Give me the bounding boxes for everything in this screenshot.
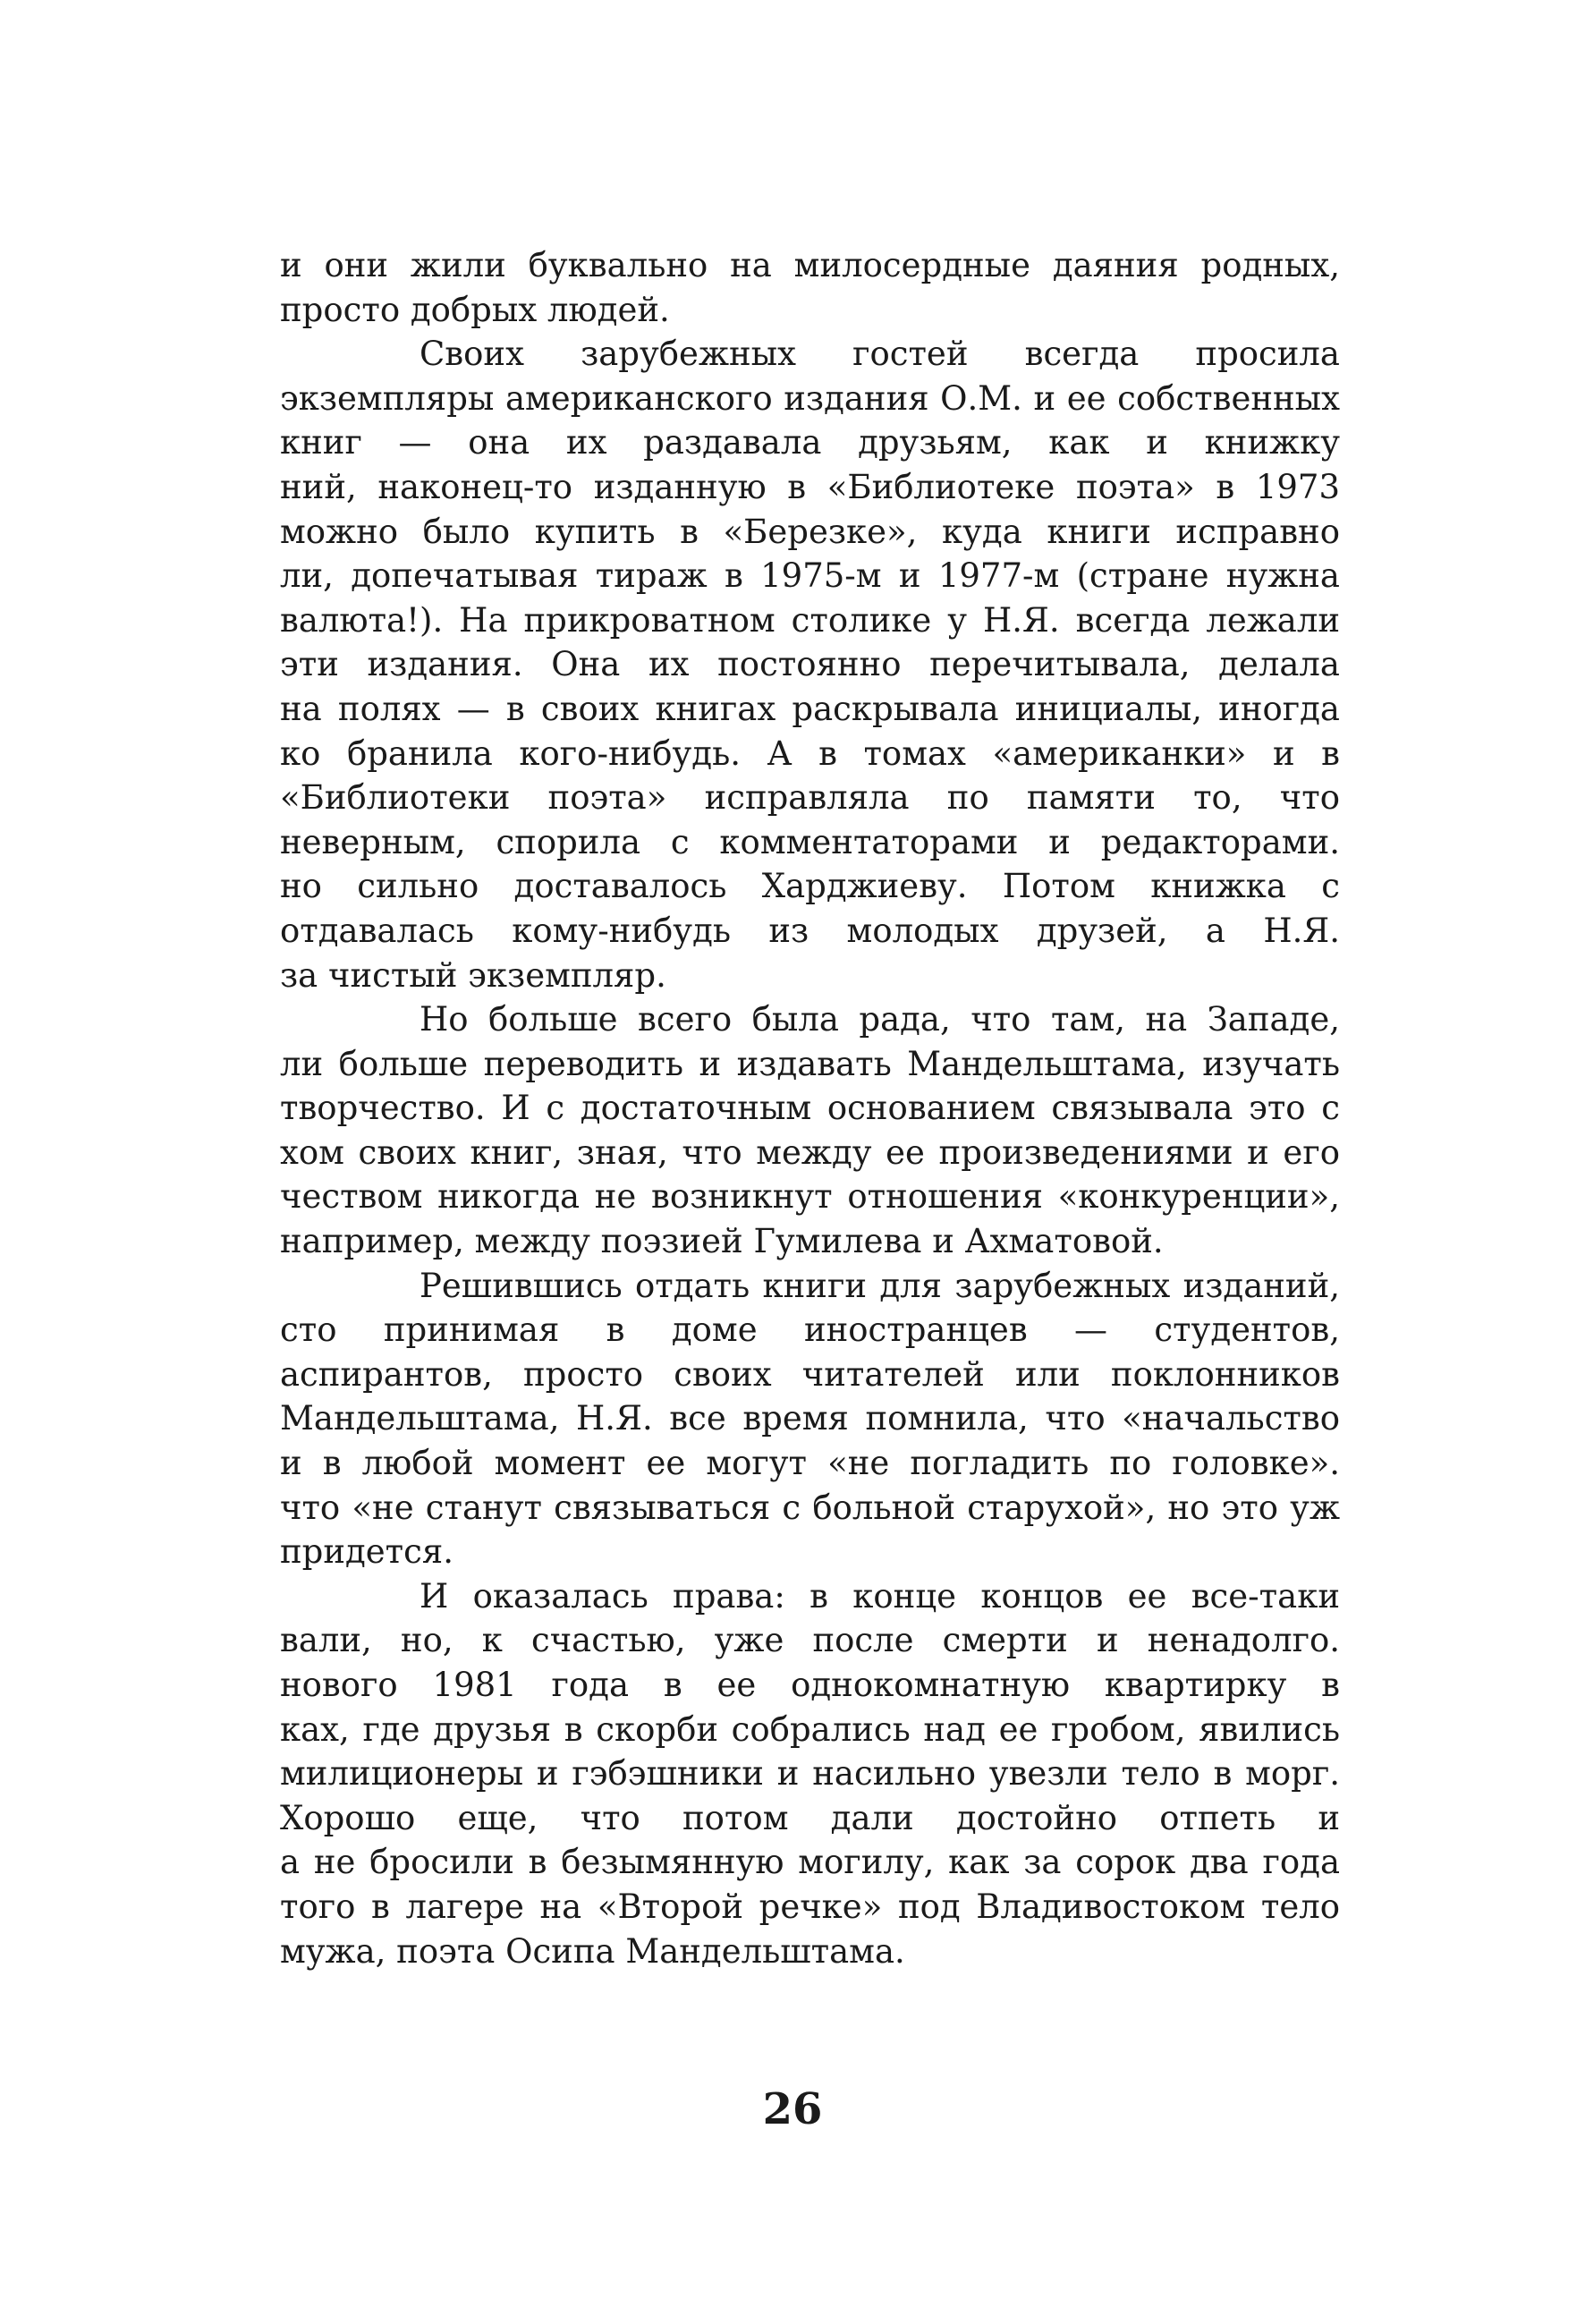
text-line: аспирантов, просто своих читателей или поклонников <box>280 1354 1340 1394</box>
text-line: Мандельштама, Н.Я. все время помнила, что «начальство <box>280 1399 1340 1438</box>
text-line: И оказалась права: в конце концов ее все-таки <box>420 1576 1340 1616</box>
paragraph <box>280 1264 1340 1574</box>
text-line: придется. <box>280 1532 453 1572</box>
text-line: но сильно доставалось Харджиеву. Потом книжка с <box>280 867 1340 906</box>
text-line: а не бросили в безымянную могилу, как за сорок два года <box>280 1843 1340 1882</box>
paragraph <box>280 332 1340 997</box>
text-line: ли, допечатывая тираж в 1975-м и 1977-м (стране нужна <box>280 556 1340 596</box>
text-line: сто принимая в доме иностранцев — студентов, <box>280 1310 1340 1350</box>
text-line: ли больше переводить и издавать Мандельштама, изучать <box>280 1044 1340 1083</box>
paragraph <box>280 243 1340 332</box>
paragraph <box>280 1574 1340 1973</box>
text-line: на полях — в своих книгах раскрывала инициалы, иногда <box>280 689 1340 728</box>
text-line: творчество. И с достаточным основанием связывала это с <box>280 1089 1340 1128</box>
text-line: «Библиотеки поэта» исправляла по памяти то, что <box>280 778 1340 818</box>
text-line: Решившись отдать книги для зарубежных изданий, <box>420 1266 1340 1305</box>
text-line: например, между поэзией Гумилева и Ахматовой. <box>280 1222 1164 1261</box>
text-line: что «не станут связываться с больной старухой», но это уж <box>280 1488 1340 1527</box>
page-number: 26 <box>762 2084 823 2134</box>
text-line: можно было купить в «Березке», куда книги исправно <box>280 512 1340 551</box>
text-line: ний, наконец-то изданную в «Библиотеке поэта» в 1973 <box>280 467 1340 506</box>
text-line: просто добрых людей. <box>280 290 670 329</box>
text-line: экземпляры американского издания О.М. и ее собственных <box>280 378 1340 418</box>
text-line: милиционеры и гэбэшники и насильно увезли тело в морг. <box>280 1754 1340 1794</box>
text-line: нового 1981 года в ее однокомнатную квартирку в <box>280 1666 1340 1704</box>
text-line: того в лагере на «Второй речке» под Владивостоком тело <box>280 1887 1340 1926</box>
text-line: отдавалась кому-нибудь из молодых друзей, а Н.Я. <box>280 911 1340 950</box>
text-line: Но больше всего была рада, что там, на Западе, <box>420 1000 1340 1039</box>
text-line: книг — она их раздавала друзьям, как и книжку <box>280 423 1340 462</box>
text-line: мужа, поэта Осипа Мандельштама. <box>280 1931 905 1971</box>
text-line: Хорошо еще, что потом дали достойно отпеть и <box>280 1798 1340 1837</box>
text-line: Своих зарубежных гостей всегда просила <box>420 335 1340 374</box>
text-line: ках, где друзья в скорби собрались над ее гробом, явились <box>280 1709 1340 1749</box>
text-line: и они жили буквально на милосердные даяния родных, <box>280 246 1340 284</box>
text-line: и в любой момент ее могут «не погладить по головке». <box>280 1444 1340 1483</box>
text-line: вали, но, к счастью, уже после смерти и ненадолго. <box>280 1621 1340 1660</box>
text-line: чеством никогда не возникнут отношения «конкуренции», <box>280 1177 1340 1217</box>
paragraph <box>280 997 1340 1264</box>
text-line: ко бранила кого-нибудь. А в томах «американки» и в <box>280 734 1340 773</box>
body-text <box>280 243 1340 1973</box>
text-line: хом своих книг, зная, что между ее произведениями и его <box>280 1132 1340 1172</box>
text-line: за чистый экземпляр. <box>280 955 666 995</box>
text-line: эти издания. Она их постоянно перечитывала, делала <box>280 645 1340 684</box>
text-line: неверным, спорила с комментаторами и редакторами. <box>280 822 1340 861</box>
text-line: валюта!). На прикроватном столике у Н.Я. всегда лежали <box>280 600 1340 640</box>
